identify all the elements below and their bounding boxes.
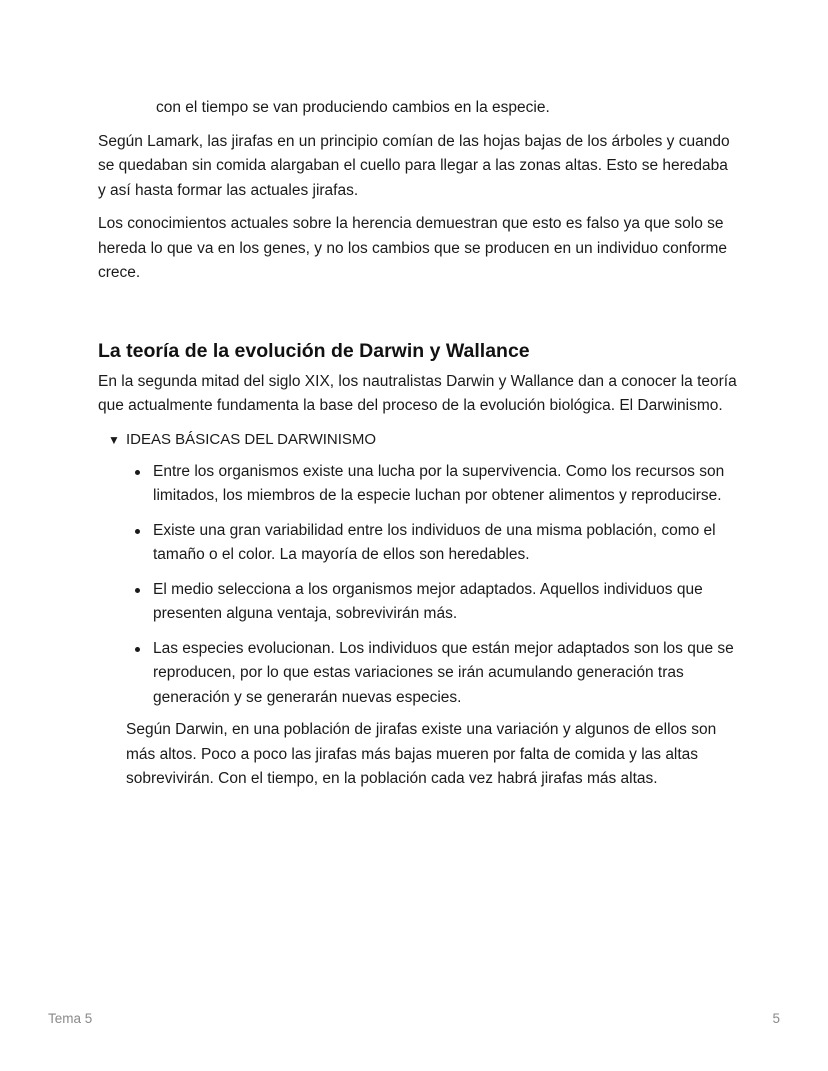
darwin-giraffe-paragraph: Según Darwin, en una población de jirafas existe una variación y algunos de ellos son más altos. Poco a poco las jirafas más bajas mueren por falta de comida y las altas sobrevivirán. Con el tiempo, en la población cada vez habrá jirafas más altas. <box>126 721 717 787</box>
list-item: Existe una gran variabilidad entre los individuos de una misma población, como el tamaño o el color. La mayoría de ellos son heredables. <box>126 519 738 568</box>
continued-text-line: con el tiempo se van produciendo cambios en la especie. <box>156 99 550 116</box>
toggle-header[interactable] <box>108 428 738 452</box>
section-heading: La teoría de la evolución de Darwin y Wallance <box>98 339 530 362</box>
list-item: Las especies evolucionan. Los individuos que están mejor adaptados son los que se reproducen, por lo que estas variaciones se irán acumulando generación tras generación y se generarán nuevas especies. <box>126 637 738 711</box>
list-item: Entre los organismos existe una lucha por la supervivencia. Como los recursos son limitados, los miembros de la especie luchan por obtener alimentos y reproducirse. <box>126 460 738 509</box>
toggle-title: IDEAS BÁSICAS DEL DARWINISMO <box>126 430 377 448</box>
footer-chapter-label: Tema 5 <box>48 1011 93 1026</box>
list-item: El medio selecciona a los organismos mejor adaptados. Aquellos individuos que presenten alguna ventaja, sobrevivirán más. <box>126 578 738 627</box>
page-content <box>98 96 738 792</box>
darwinism-toggle-block <box>108 428 738 792</box>
heredity-paragraph: Los conocimientos actuales sobre la herencia demuestran que esto es falso ya que solo se hereda lo que va en los genes, y no los cambios que se producen en un individuo conforme crece. <box>98 215 728 281</box>
lamark-paragraph: Según Lamark, las jirafas en un principio comían de las hojas bajas de los árboles y cuando se quedaban sin comida alargaban el cuello para llegar a las zonas altas. Esto se heredaba y así hasta formar las actuales jirafas. <box>98 132 730 199</box>
triangle-down-icon[interactable]: ▼ <box>108 432 120 447</box>
ideas-bullet-list <box>108 460 738 711</box>
footer-page-number: 5 <box>772 1011 780 1026</box>
section-intro-paragraph: En la segunda mitad del siglo XIX, los nautralistas Darwin y Wallance dan a conocer la teoría que actualmente fundamenta la base del proceso de la evolución biológica. El Darwinismo. <box>98 372 737 414</box>
